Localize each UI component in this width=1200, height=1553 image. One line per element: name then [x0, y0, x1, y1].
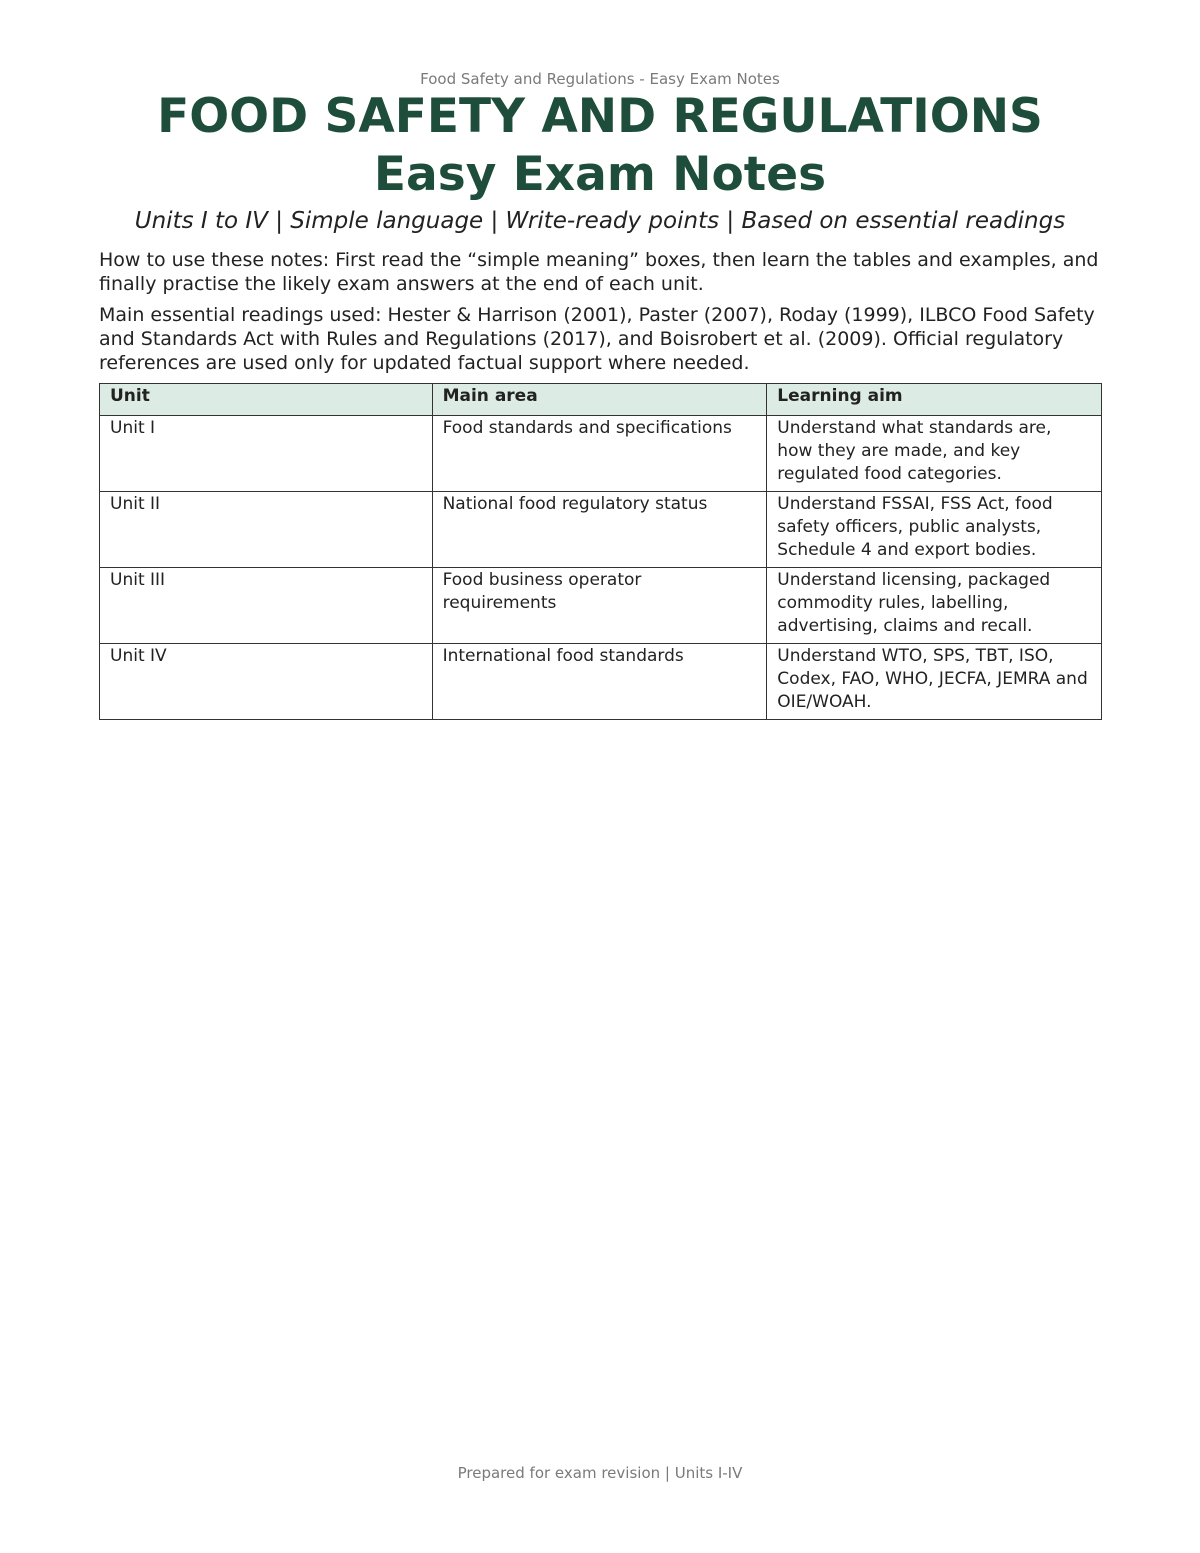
- table-row: [100, 644, 1102, 720]
- cell-learning-aim: Understand WTO, SPS, TBT, ISO, Codex, FAO, WHO, JECFA, JEMRA and OIE/WOAH.: [767, 644, 1102, 720]
- header-main-area: Main area: [432, 384, 767, 416]
- cell-learning-aim: Understand FSSAI, FSS Act, food safety officers, public analysts, Schedule 4 and export bodies.: [767, 492, 1102, 568]
- table-row: [100, 416, 1102, 492]
- table-row: [100, 568, 1102, 644]
- running-header: Food Safety and Regulations - Easy Exam Notes: [420, 70, 780, 88]
- cell-unit: Unit IV: [100, 644, 433, 720]
- title-line-1: FOOD SAFETY AND REGULATIONS: [157, 89, 1043, 144]
- subtitle: Units I to IV | Simple language | Write-ready points | Based on essential readings: [134, 208, 1066, 234]
- cell-main-area: National food regulatory status: [432, 492, 767, 568]
- how-to-use-paragraph: How to use these notes: First read the “simple meaning” boxes, then learn the tables and examples, and finally practise the likely exam answers at the end of each unit.: [99, 249, 1099, 295]
- cell-unit: Unit II: [100, 492, 433, 568]
- table-header-row: [100, 384, 1102, 416]
- cell-main-area: Food business operator requirements: [432, 568, 767, 644]
- header-learning-aim: Learning aim: [767, 384, 1102, 416]
- header-unit: Unit: [100, 384, 433, 416]
- units-table: [99, 383, 1102, 720]
- cell-learning-aim: Understand licensing, packaged commodity rules, labelling, advertising, claims and recall.: [767, 568, 1102, 644]
- page-footer: Prepared for exam revision | Units I-IV: [457, 1464, 743, 1482]
- document-title: [0, 88, 1200, 204]
- cell-unit: Unit I: [100, 416, 433, 492]
- cell-main-area: Food standards and specifications: [432, 416, 767, 492]
- cell-main-area: International food standards: [432, 644, 767, 720]
- title-line-2: Easy Exam Notes: [373, 147, 827, 202]
- table-row: [100, 492, 1102, 568]
- cell-unit: Unit III: [100, 568, 433, 644]
- readings-paragraph: Main essential readings used: Hester & Harrison (2001), Paster (2007), Roday (1999), ILBCO Food Safety and Standards Act with Rules and Regulations (2017), and Boisrobert et al. (2009). Official regulatory references are used only for updated factual support where needed.: [99, 304, 1095, 374]
- cell-learning-aim: Understand what standards are, how they are made, and key regulated food categories.: [767, 416, 1102, 492]
